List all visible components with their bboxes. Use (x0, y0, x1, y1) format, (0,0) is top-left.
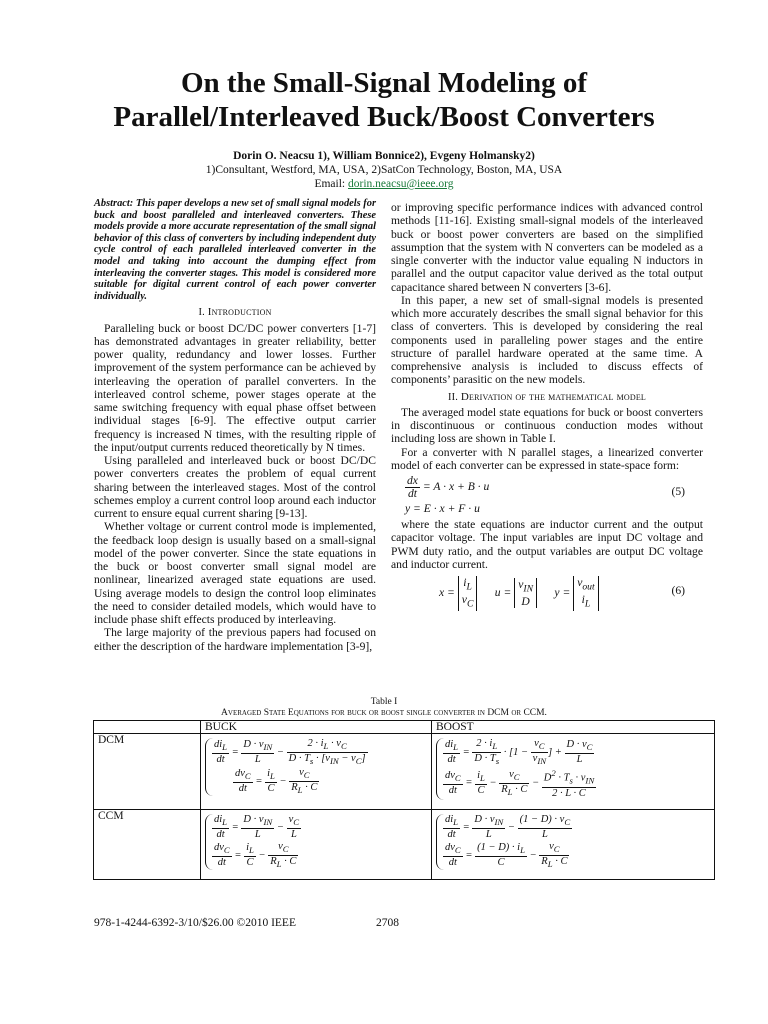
section-heading-derivation (391, 391, 703, 404)
equation-6-body: $x = i_L$ $v_C$ $u = v_{IN}$ D $y = v_{out}$ $i_L$ (439, 576, 599, 611)
equation-6 (391, 574, 703, 608)
paragraph: For a converter with N parallel stages, a linearized converter model of each converter can be expressed in state-space form: (391, 445, 703, 472)
equation-number: (5) (671, 485, 685, 498)
table-row-label-dcm: DCM (94, 734, 201, 810)
paragraph: Paralleling buck or boost DC/DC power converters [1-7] has demonstrated advantages in greater reliability, better power quality, redundancy and lower losses. Further improvement of the system performance can be achieved by interleaving the operation of parallel converters. In the interleaved control scheme, power stages operate at the same switching frequency with equal phase offset between individual stages [6-9]. The effective output carrier frequency is increased N times, with the resulting ripple of the input/output currents reduced theoretically by N times. (94, 321, 376, 454)
paragraph: Using paralleled and interleaved buck or boost DC/DC power converters creates the problem of equal current sharing between the interleaved stages. Most of the control schemes employ a current control loop around each inductor current to ensure equal current sharing [9-13]. (94, 454, 376, 521)
table-header-boost: BOOST (432, 721, 715, 734)
table-row-label-ccm: CCM (94, 810, 201, 880)
left-column (94, 198, 376, 653)
section-title: Derivation of the mathematical model (460, 390, 647, 403)
email-link[interactable]: dorin.neacsu@ieee.org (348, 178, 454, 190)
author-list: Dorin O. Neacsu 1), William Bonnice2), Evgeny Holmansky2) (233, 150, 535, 162)
email-label: Email: (314, 178, 348, 190)
section-number: II. (447, 391, 459, 403)
affiliations: 1)Consultant, Westford, MA, USA, 2)SatCon Technology, Boston, MA, USA (205, 164, 563, 176)
abstract: Abstract: This paper develops a new set of small signal models for buck and boost paralleled and interleaved converters. These models provide a more accurate representation of the small signal behavior of this class of converters by including independent duty cycle control of each paralleled interleaved converter in the model and taking into account the dumping effect from interleaving the converter stages. This model is considered more suitable for digital current control of each power converter individually. (94, 198, 376, 302)
right-column (391, 201, 703, 611)
paper-title (0, 66, 768, 134)
section-title: Introduction (207, 306, 272, 319)
email-line (0, 177, 768, 191)
paragraph: or improving specific performance indices with advanced control methods [11-16]. Existing small-signal models of the interleaved buck or boost power converters are based on the simplified assumption that the system with N converters can be modeled as a single converter with the inductor value equaling N inductors in parallel and the output capacitor value derived as the total output capacitance shared between N converters [3-6]. (391, 201, 703, 294)
boost-ccm-equations: $\frac{di_L}{dt}$ = $\frac{D \cdot v_{IN}}{L}$ − $\frac{(1 - D) \cdot v_C}{L}$ $\frac{dv_C}{dt}$ = $\frac{(1 - D) \cdot i_L}{C}$ − $\frac{v_C}{R_L \cdot C}$ (432, 810, 715, 880)
footer-isbn: 978-1-4244-6392-3/10/$26.00 ©2010 IEEE (94, 917, 296, 929)
paragraph: Whether voltage or current control mode is implemented, the feedback loop design is usually based on a small-signal model of the power converter. Since the state equations in the buck or boost converter small signal model are nonlinear, linearized averaged state equations are used. Using average models to design the control loop eliminates the need to consider detailed models, which would have to include phase shift effects produced by interleaving. (94, 520, 376, 627)
paragraph: In this paper, a new set of small-signal models is presented which more accurately describes the small signal behavior for this class of converters. This is developed by considering the real components used in paralleling power stages and the entire structure of parallel hardware operated at the same time. A comprehensive analysis is included to discuss effects of components’ parasitic on the new models. (391, 293, 703, 387)
title-line-2: Parallel/Interleaved Buck/Boost Converters (113, 101, 655, 133)
equation-5 (391, 475, 703, 515)
table-corner (94, 721, 201, 734)
buck-dcm-equations: $\frac{di_L}{dt}$ = $\frac{D \cdot v_{IN}}{L}$ − $\frac{2 \cdot i_L \cdot v_C}{D \cdot T_s \cdot [v_{IN} - v_C]}$ $\frac{dv_C}{dt}$ = $\frac{i_L}{C}$ − $\frac{v_C}{R_L \cdot C}$ (201, 734, 432, 810)
section-number: I. (198, 307, 205, 319)
boost-dcm-equations: $\frac{di_L}{dt}$ = $\frac{2 \cdot i_L}{D \cdot T_s}$ · [1 − $\frac{v_C}{v_{IN}}$ ] + $\frac{D \cdot v_C}{L}$ $\frac{dv_C}{dt}$ = $\frac{i_L}{C}$ − $\frac{v_C}{R_L \cdot C}$ − $\frac{D^2 \cdot T_s \cdot v_{IN}}{2 \cdot L \cdot C}$ (432, 734, 715, 810)
table-header-buck: BUCK (201, 721, 432, 734)
page-number: 2708 (376, 917, 399, 929)
equation-5-line-2: y = E · x + F · u (405, 502, 480, 515)
buck-ccm-equations: $\frac{di_L}{dt}$ = $\frac{D \cdot v_{IN}}{L}$ − $\frac{v_C}{L}$ $\frac{dv_C}{dt}$ = $\frac{i_L}{C}$ − $\frac{v_C}{R_L \cdot C}$ (201, 810, 432, 880)
equation-number: (6) (671, 584, 685, 597)
table-caption-label: Table I (370, 697, 398, 707)
equation-table (93, 720, 715, 880)
paragraph: The averaged model state equations for buck or boost converters in discontinuous or continuous conduction modes without including loss are shown in Table I. (391, 405, 703, 446)
paragraph: where the state equations are inductor current and the output capacitor voltage. The input variables are input DC voltage and PWM duty ratio, and the output variables are output DC voltage and inductor current. (391, 518, 703, 571)
title-line-1: On the Small-Signal Modeling of (180, 67, 588, 99)
paragraph: The large majority of the previous papers had focused on either the description of the hardware implementation [3-9], (94, 626, 376, 653)
section-heading-introduction (94, 306, 376, 319)
table-caption-title: Averaged State Equations for buck or boost single converter in DCM or CCM. (221, 708, 547, 718)
equation-5-line-1: $\frac{dx}{dt}$ = A · x + B · u (407, 474, 490, 500)
